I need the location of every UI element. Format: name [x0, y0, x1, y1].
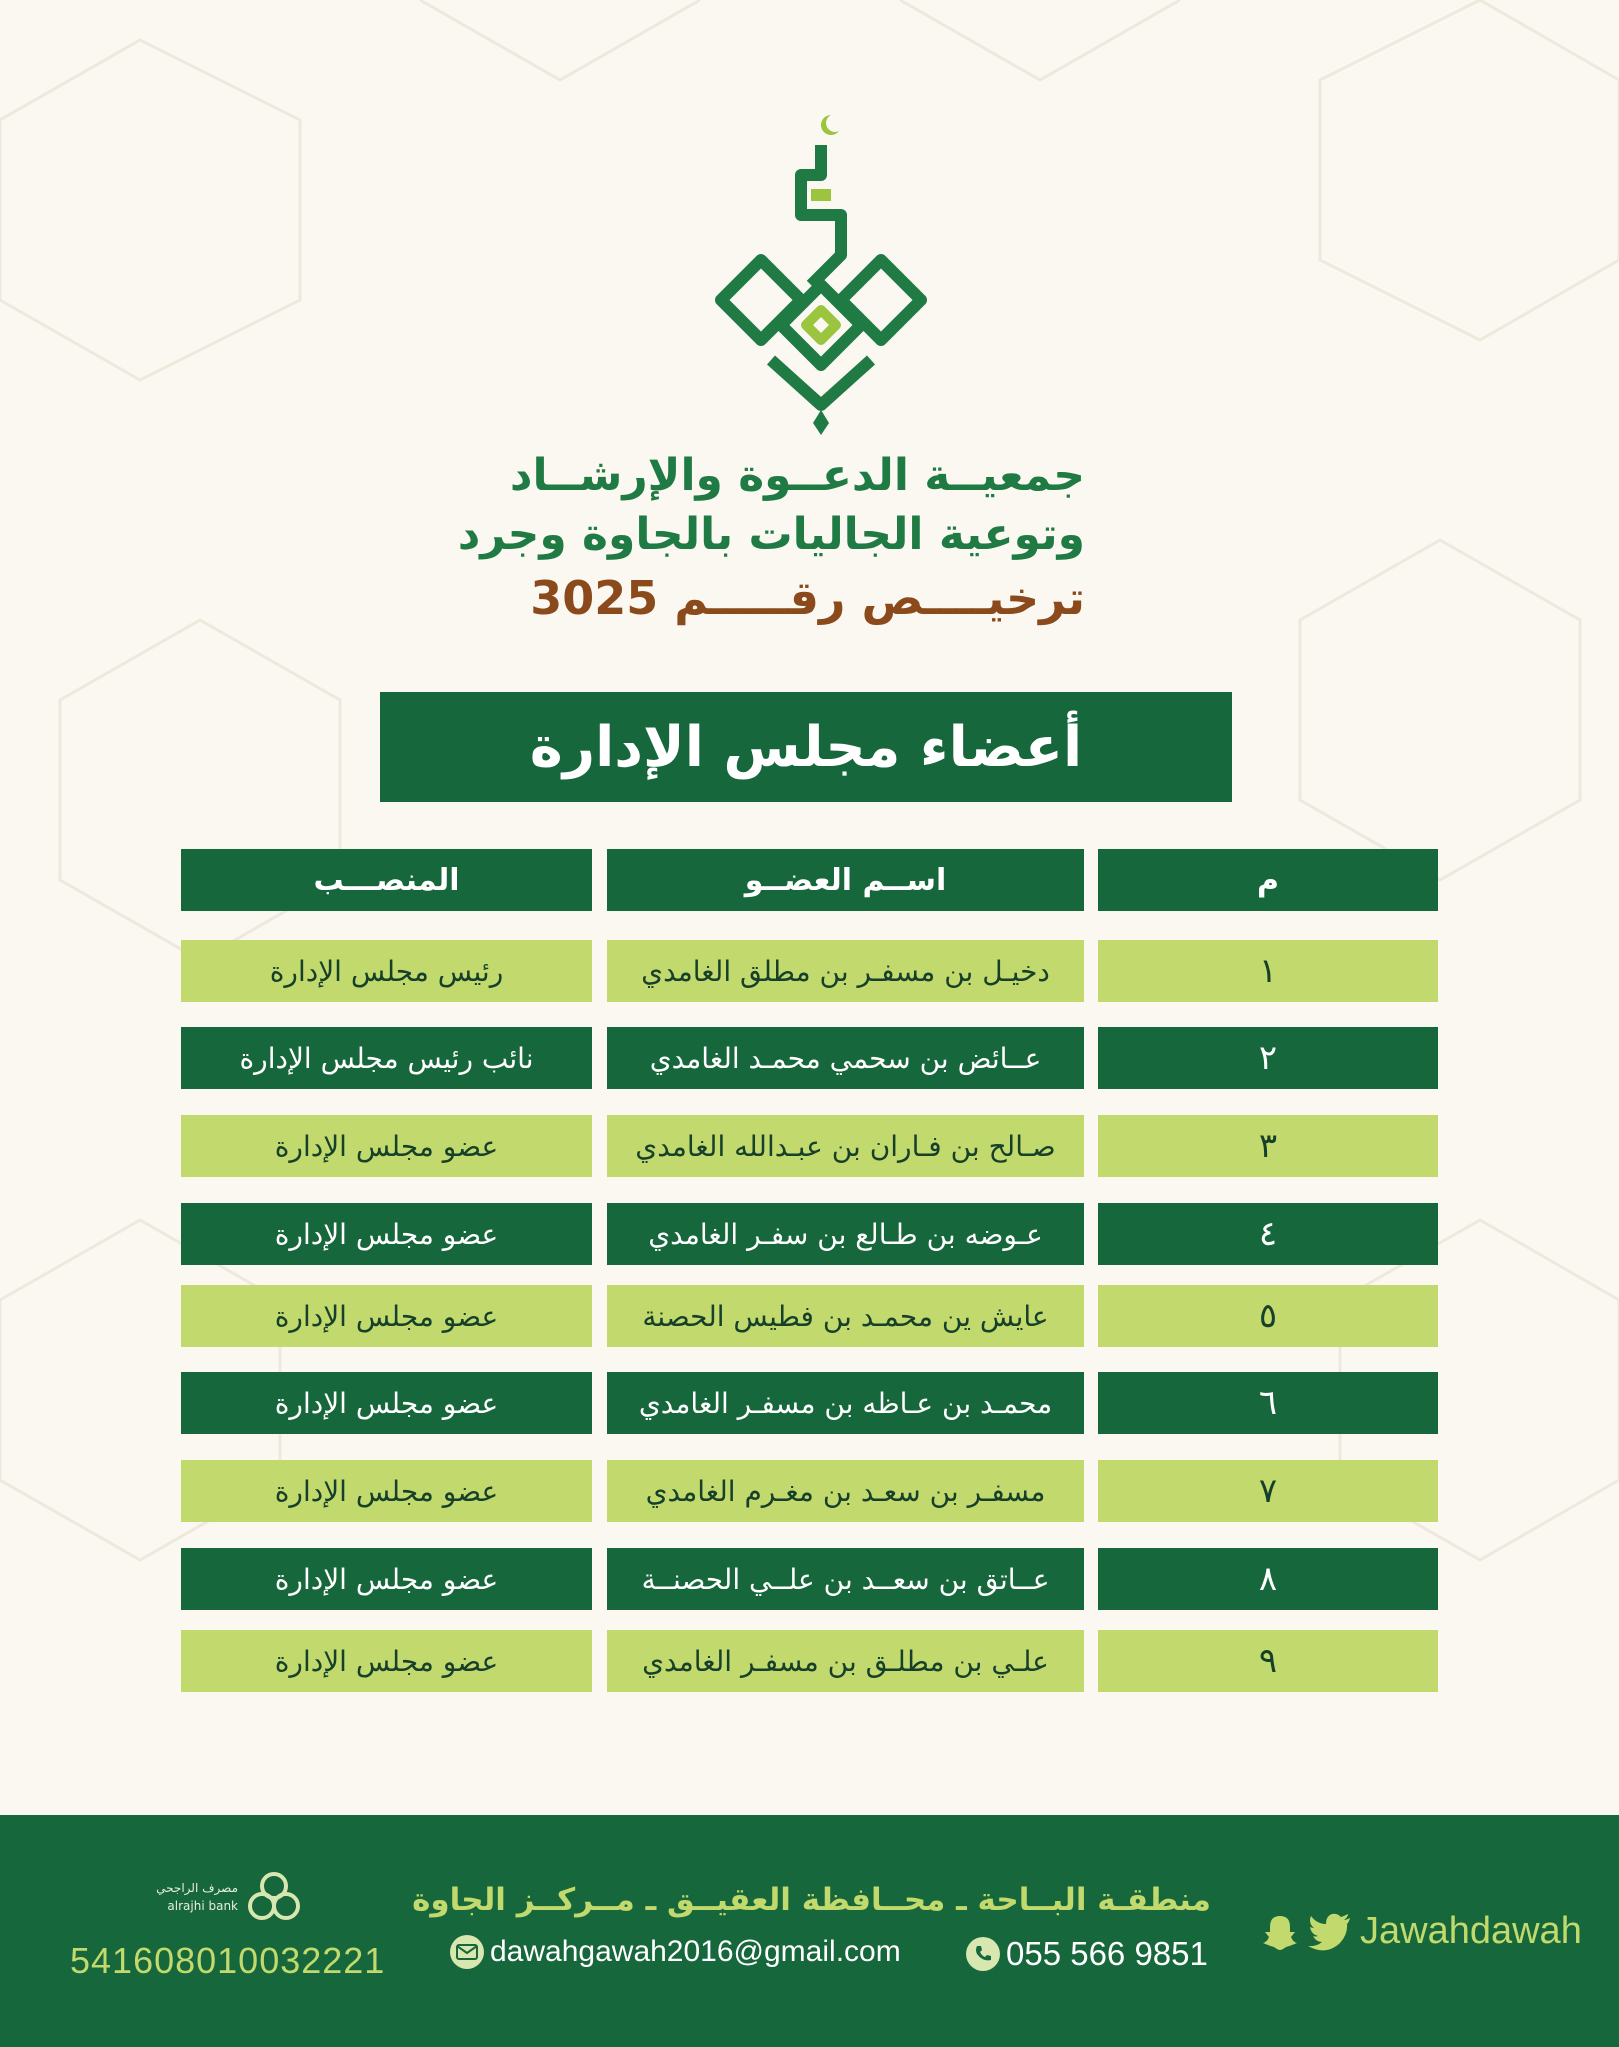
location-text: منطقـة البــاحة ـ محــافظة العقيــق ـ مــركــز الجاوة [412, 1882, 1211, 1918]
member-position: عضو مجلس الإدارة [181, 1630, 592, 1692]
page-title: أعضاء مجلس الإدارة [529, 714, 1083, 780]
phone-contact[interactable] [966, 1935, 1208, 1973]
member-position: عضو مجلس الإدارة [181, 1285, 592, 1347]
twitter-icon[interactable] [1308, 1913, 1352, 1951]
organization-logo [711, 105, 931, 435]
member-number: ٩ [1098, 1630, 1438, 1692]
page-title-banner [380, 692, 1232, 802]
member-name: عـوضه بن طـالع بن سفـر الغامدي [607, 1203, 1084, 1265]
member-position: نائب رئيس مجلس الإدارة [181, 1027, 592, 1089]
member-name: عــاتق بن سعــد بن علــي الحصنــة [607, 1548, 1084, 1610]
bank-name-english: alrajhi bank [167, 1899, 238, 1913]
phone-number[interactable]: 055 566 9851 [1006, 1935, 1208, 1972]
member-number: ٣ [1098, 1115, 1438, 1177]
member-number: ٨ [1098, 1548, 1438, 1610]
member-number: ٢ [1098, 1027, 1438, 1089]
header-position: المنصـــب [181, 849, 592, 911]
bank-account-number: 541608010032221 [70, 1940, 386, 1981]
bank-name-arabic: مصرف الراجحي [156, 1881, 238, 1895]
member-number: ١ [1098, 940, 1438, 1002]
organization-name-line1: جمعيــة الدعــوة والإرشــاد [509, 450, 1085, 501]
header-member-name: اســم العضــو [607, 849, 1084, 911]
member-number: ٦ [1098, 1372, 1438, 1434]
member-name: دخيـل بن مسفـر بن مطلق الغامدي [607, 940, 1084, 1002]
member-number: ٥ [1098, 1285, 1438, 1347]
social-contact[interactable] [1260, 1910, 1582, 1953]
member-name: محمـد بن عـاظه بن مسفـر الغامدي [607, 1372, 1084, 1434]
header-number: م [1098, 849, 1438, 911]
member-position: رئيس مجلس الإدارة [181, 940, 592, 1002]
license-number: ترخيــــص رقـــــم 3025 [530, 571, 1085, 625]
email-contact[interactable] [450, 1935, 901, 1969]
member-position: عضو مجلس الإدارة [181, 1115, 592, 1177]
member-name: عــائض بن سحمي محمـد الغامدي [607, 1027, 1084, 1089]
bank-logo-icon [148, 1866, 304, 1926]
member-name: علـي بن مطلـق بن مسفـر الغامدي [607, 1630, 1084, 1692]
member-name: صـالح بن فـاران بن عبـدالله الغامدي [607, 1115, 1084, 1177]
email-address[interactable]: dawahgawah2016@gmail.com [490, 1935, 901, 1968]
member-name: مسفـر بن سعـد بن مغـرم الغامدي [607, 1460, 1084, 1522]
phone-icon [966, 1937, 1000, 1971]
member-position: عضو مجلس الإدارة [181, 1203, 592, 1265]
snapchat-icon[interactable] [1260, 1912, 1300, 1952]
organization-name-line2: وتوعية الجاليات بالجاوة وجرد [457, 509, 1085, 560]
email-icon [450, 1935, 484, 1969]
member-number: ٧ [1098, 1460, 1438, 1522]
member-position: عضو مجلس الإدارة [181, 1460, 592, 1522]
member-name: عايش ين محمـد بن فطيس الحصنة [607, 1285, 1084, 1347]
member-position: عضو مجلس الإدارة [181, 1548, 592, 1610]
member-position: عضو مجلس الإدارة [181, 1372, 592, 1434]
organization-name-block [458, 448, 1085, 630]
social-handle[interactable]: Jawahdawah [1360, 1910, 1582, 1952]
member-number: ٤ [1098, 1203, 1438, 1265]
